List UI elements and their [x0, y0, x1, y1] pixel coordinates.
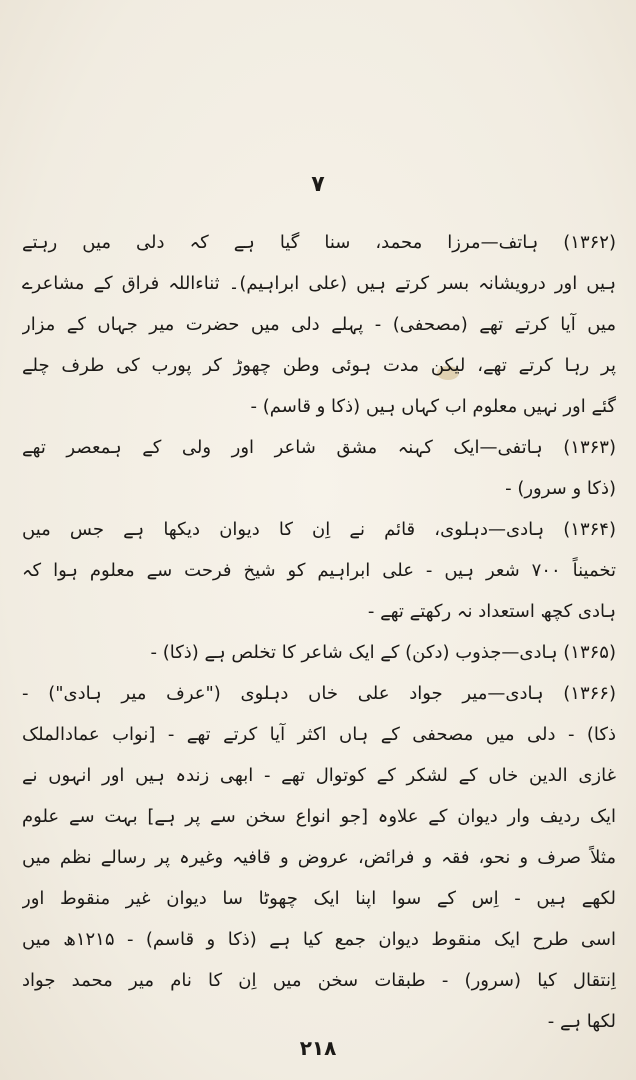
- text-line: غازی الدین خاں کے لشکر کے کوتوال تھے - ابھی زندہ ہیں اور انہوں نے: [22, 765, 616, 786]
- text-line: میں آیا کرتے تھے (مصحفی) - پہلے دلی میں حضرت میر جہاں کے مزار: [22, 314, 616, 335]
- text-line: ایک ردیف وار دیوان کے علاوہ [جو انواع سخن سے پر ہے] بہت سے علوم: [22, 806, 616, 827]
- text-line: (۱۳۶۳) ہاتفی—ایک کہنہ مشق شاعر اور ولی کے ہمعصر تھے: [22, 437, 616, 458]
- text-line: ہیں اور درویشانہ بسر کرتے ہیں (علی ابراہیم)۔ ثناءاللہ فراق کے مشاعرے: [22, 273, 616, 294]
- text-line: تخمیناً ۷۰۰ شعر ہیں - علی ابراہیم کو شیخ فرحت سے معلوم ہوا کہ: [22, 560, 616, 581]
- folio-number: ۲۱۸: [299, 1036, 337, 1060]
- text-line: پر رہا کرتے تھے، لیکن مدت ہوئی وطن چھوڑ کر پورب کی طرف چلے: [22, 355, 616, 376]
- text-line: (ذکا و سرور) -: [505, 478, 616, 499]
- text-line: (۱۳۶۲) ہاتف—مرزا محمد، سنا گیا ہے کہ دلی میں رہتے: [22, 232, 616, 253]
- text-line: لکھے ہیں - اِس کے سوا اپنا ایک چھوٹا سا دیوان غیر منقوط اور: [22, 888, 616, 909]
- page-body: [22, 222, 616, 1042]
- text-line: اِنتقال کیا (سرور) - طبقات سخن میں اِن کا نام میر محمد جواد: [22, 970, 616, 991]
- text-line: ہادی کچھ استعداد نہ رکھتے تھے -: [367, 601, 616, 622]
- page-number: ٧: [311, 172, 325, 197]
- text-line: لکھا ہے -: [547, 1011, 616, 1032]
- text-line: اسی طرح ایک منقوط دیوان جمع کیا ہے (ذکا و قاسم) - ۱۲۱۵ھ میں: [22, 929, 616, 950]
- text-line: (۱۳۶۵) ہادی—جذوب (دکن) کے ایک شاعر کا تخلص ہے (ذکا) -: [150, 642, 616, 663]
- text-line: گئے اور نہیں معلوم اب کہاں ہیں (ذکا و قاسم) -: [250, 396, 616, 417]
- text-line: مثلاً صرف و نحو، فقہ و فرائض، عروض و قافیہ وغیرہ پر رسالے نظم میں: [22, 847, 616, 868]
- text-line: (۱۳۶۴) ہادی—دہلوی، قائم نے اِن کا دیوان دیکھا ہے جس میں: [22, 519, 616, 540]
- text-line: ذکا) - دلی میں مصحفی کے ہاں اکثر آیا کرتے تھے - [نواب عمادالملک: [22, 724, 616, 745]
- text-line: (۱۳۶۶) ہادی—میر جواد علی خاں دہلوی ("عرف میر ہادی") -: [22, 683, 616, 704]
